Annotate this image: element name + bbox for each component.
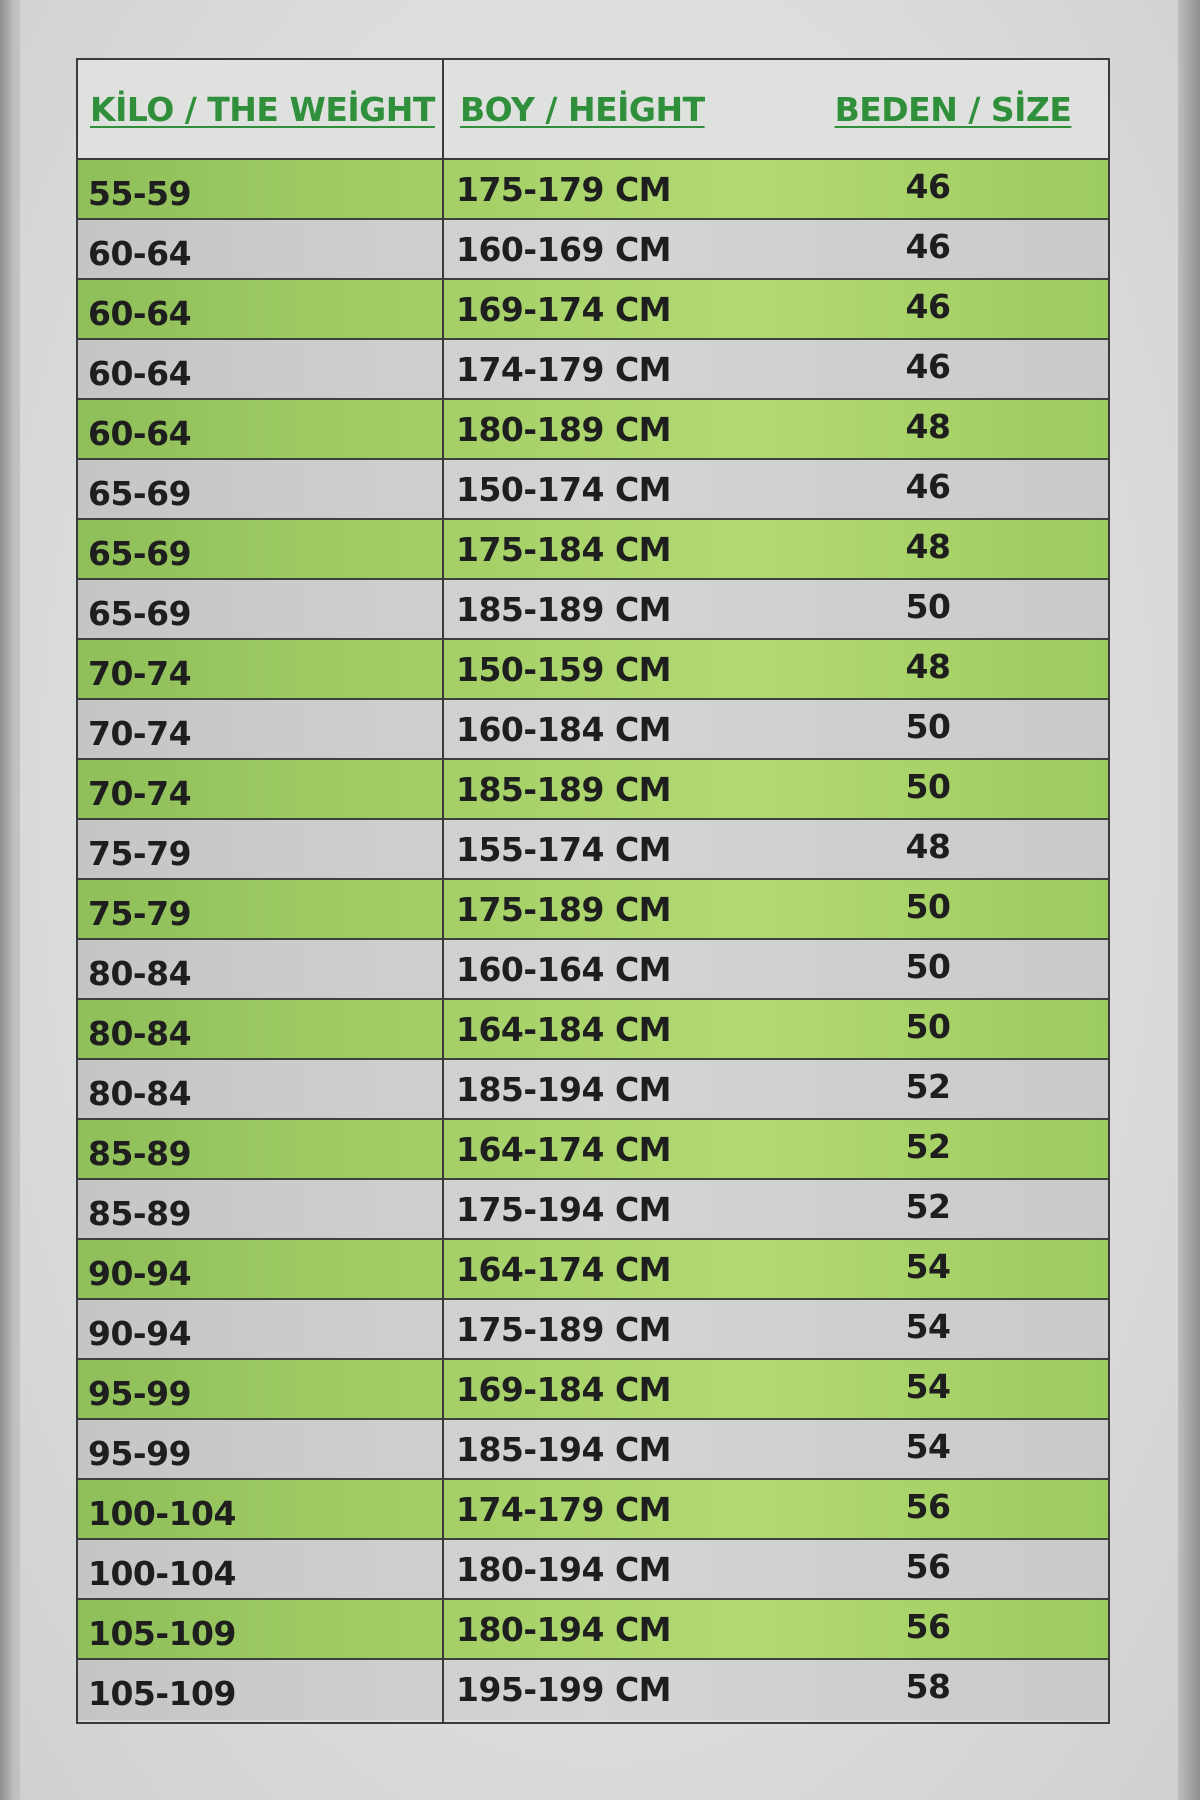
size-cell: 50: [905, 766, 951, 806]
size-cell: 48: [905, 526, 951, 566]
weight-cell: 100-104: [88, 1553, 236, 1593]
weight-cell: 60-64: [88, 413, 192, 453]
table-row: [78, 1060, 1108, 1120]
height-cell: 160-164 CM: [456, 949, 672, 989]
weight-cell: 60-64: [88, 233, 192, 273]
table-row: [78, 940, 1108, 1000]
height-cell: 180-194 CM: [456, 1609, 672, 1649]
table-row: [78, 1420, 1108, 1480]
size-cell: 46: [905, 346, 951, 386]
height-cell: 175-189 CM: [456, 1309, 672, 1349]
weight-cell: 80-84: [88, 953, 192, 993]
size-cell: 56: [905, 1546, 951, 1586]
height-cell: 180-189 CM: [456, 409, 672, 449]
table-row: [78, 820, 1108, 880]
weight-cell: 90-94: [88, 1313, 192, 1353]
table-row: [78, 1540, 1108, 1600]
weight-cell: 100-104: [88, 1493, 236, 1533]
height-cell: 185-194 CM: [456, 1069, 672, 1109]
weight-cell: 90-94: [88, 1253, 192, 1293]
size-cell: 50: [905, 1006, 951, 1046]
table-row: [78, 160, 1108, 220]
size-cell: 52: [905, 1186, 951, 1226]
weight-cell: 65-69: [88, 593, 192, 633]
table-row: [78, 580, 1108, 640]
height-cell: 174-179 CM: [456, 1489, 672, 1529]
size-cell: 50: [905, 886, 951, 926]
table-row: [78, 280, 1108, 340]
height-cell: 174-179 CM: [456, 349, 672, 389]
size-cell: 48: [905, 646, 951, 686]
height-cell: 150-174 CM: [456, 469, 672, 509]
weight-cell: 70-74: [88, 713, 192, 753]
weight-cell: 65-69: [88, 473, 192, 513]
height-cell: 150-159 CM: [456, 649, 672, 689]
table-header-row: [78, 60, 1108, 160]
size-cell: 52: [905, 1066, 951, 1106]
weight-cell: 70-74: [88, 773, 192, 813]
size-cell: 56: [905, 1486, 951, 1526]
header-size: BEDEN / SİZE: [834, 89, 1072, 129]
height-cell: 175-194 CM: [456, 1189, 672, 1229]
size-cell: 54: [905, 1306, 951, 1346]
height-cell: 175-184 CM: [456, 529, 672, 569]
table-row: [78, 700, 1108, 760]
table-body: [78, 160, 1108, 1722]
size-cell: 48: [905, 406, 951, 446]
weight-cell: 70-74: [88, 653, 192, 693]
weight-cell: 75-79: [88, 833, 192, 873]
header-height: BOY / HEİGHT: [460, 89, 705, 129]
height-cell: 175-189 CM: [456, 889, 672, 929]
size-cell: 54: [905, 1246, 951, 1286]
table-row: [78, 760, 1108, 820]
weight-cell: 95-99: [88, 1373, 192, 1413]
weight-cell: 105-109: [88, 1613, 236, 1653]
size-cell: 50: [905, 586, 951, 626]
table-row: [78, 340, 1108, 400]
size-cell: 46: [905, 166, 951, 206]
table-row: [78, 1600, 1108, 1660]
table-row: [78, 1480, 1108, 1540]
size-cell: 48: [905, 826, 951, 866]
table-row: [78, 1300, 1108, 1360]
table-row: [78, 1000, 1108, 1060]
table-row: [78, 220, 1108, 280]
size-cell: 54: [905, 1366, 951, 1406]
table-row: [78, 400, 1108, 460]
size-cell: 54: [905, 1426, 951, 1466]
size-cell: 46: [905, 466, 951, 506]
size-cell: 56: [905, 1606, 951, 1646]
table-row: [78, 1360, 1108, 1420]
weight-cell: 85-89: [88, 1133, 192, 1173]
size-cell: 46: [905, 226, 951, 266]
height-cell: 169-184 CM: [456, 1369, 672, 1409]
height-cell: 160-184 CM: [456, 709, 672, 749]
weight-cell: 80-84: [88, 1073, 192, 1113]
height-cell: 180-194 CM: [456, 1549, 672, 1589]
height-cell: 195-199 CM: [456, 1669, 672, 1709]
height-cell: 185-194 CM: [456, 1429, 672, 1469]
height-cell: 164-174 CM: [456, 1129, 672, 1169]
weight-cell: 60-64: [88, 293, 192, 333]
table-row: [78, 640, 1108, 700]
table-row: [78, 460, 1108, 520]
height-cell: 155-174 CM: [456, 829, 672, 869]
height-cell: 164-174 CM: [456, 1249, 672, 1289]
weight-cell: 65-69: [88, 533, 192, 573]
table-row: [78, 1180, 1108, 1240]
height-cell: 169-174 CM: [456, 289, 672, 329]
table-row: [78, 1240, 1108, 1300]
height-cell: 175-179 CM: [456, 169, 672, 209]
size-cell: 46: [905, 286, 951, 326]
weight-cell: 85-89: [88, 1193, 192, 1233]
weight-cell: 75-79: [88, 893, 192, 933]
size-cell: 50: [905, 946, 951, 986]
weight-cell: 60-64: [88, 353, 192, 393]
size-cell: 58: [905, 1666, 951, 1706]
height-cell: 164-184 CM: [456, 1009, 672, 1049]
weight-cell: 80-84: [88, 1013, 192, 1053]
size-cell: 50: [905, 706, 951, 746]
size-chart-table: [76, 58, 1110, 1724]
height-cell: 185-189 CM: [456, 589, 672, 629]
height-cell: 185-189 CM: [456, 769, 672, 809]
table-row: [78, 520, 1108, 580]
size-cell: 52: [905, 1126, 951, 1166]
table-row: [78, 880, 1108, 940]
table-row: [78, 1660, 1108, 1720]
weight-cell: 55-59: [88, 173, 192, 213]
weight-cell: 105-109: [88, 1673, 236, 1713]
weight-cell: 95-99: [88, 1433, 192, 1473]
column-divider-1: [442, 60, 444, 1722]
height-cell: 160-169 CM: [456, 229, 672, 269]
header-weight: KİLO / THE WEİGHT: [90, 89, 435, 129]
table-row: [78, 1120, 1108, 1180]
